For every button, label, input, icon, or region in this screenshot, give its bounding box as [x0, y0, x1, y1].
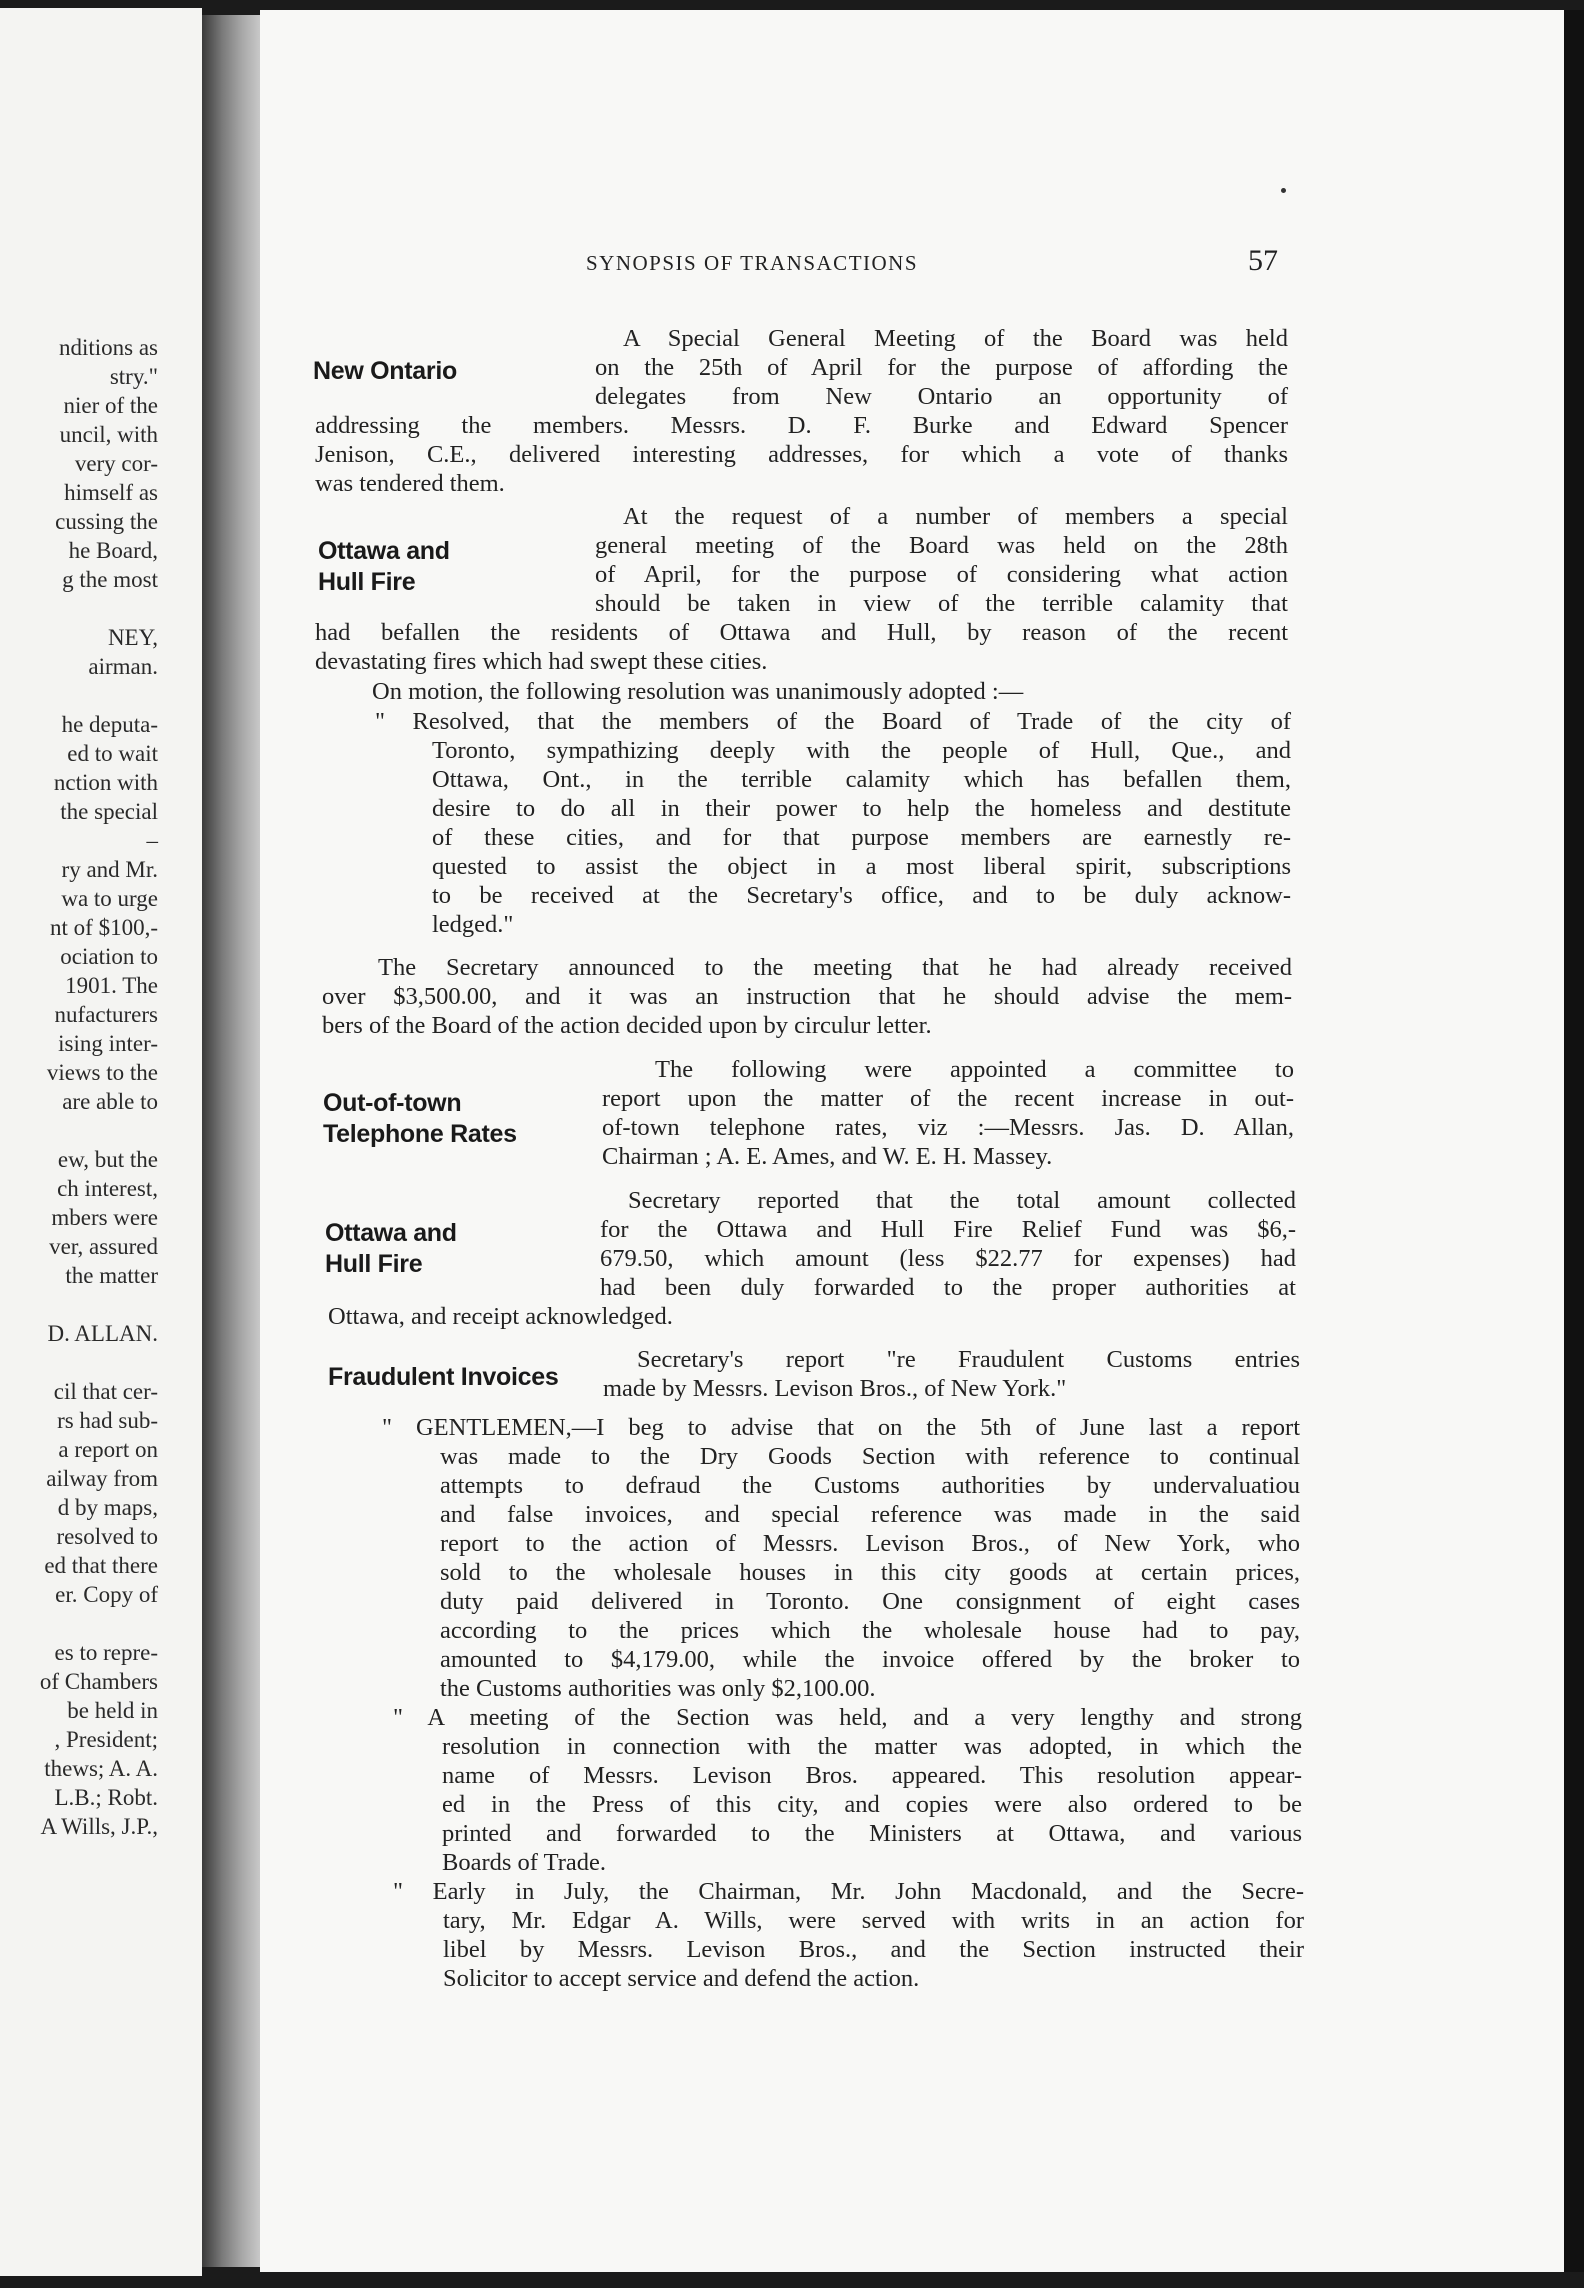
facing-page-line: of Chambers — [39, 1669, 158, 1694]
text-line: was made to the Dry Goods Section with reference to continual — [440, 1443, 1300, 1470]
facing-page-line: wa to urge — [61, 886, 158, 911]
facing-page-line: nt of $100,- — [50, 915, 158, 940]
facing-page-line: ver, assured — [49, 1234, 158, 1259]
facing-page-line: are able to — [62, 1089, 158, 1114]
facing-page-line: resolved to — [56, 1524, 158, 1549]
text-line: report to the action of Messrs. Levison Bros., of New York, who — [440, 1530, 1300, 1557]
side-heading-line: Telephone Rates — [323, 1120, 517, 1148]
facing-page-line: thews; A. A. — [44, 1756, 158, 1781]
facing-page-line: nier of the — [63, 393, 158, 418]
text-line: should be taken in view of the terrible calamity that — [595, 590, 1288, 617]
text-line: At the request of a number of members a special — [623, 503, 1288, 530]
text-line: Ottawa, Ont., in the terrible calamity which has befallen them, — [432, 766, 1291, 793]
text-line: Chairman ; A. E. Ames, and W. E. H. Massey. — [602, 1143, 1053, 1170]
facing-page-line: be held in — [67, 1698, 158, 1723]
text-line: Secretary's report "re Fraudulent Customs entries — [637, 1346, 1300, 1373]
text-line: ledged." — [432, 911, 514, 938]
facing-page-line: d by maps, — [57, 1495, 158, 1520]
facing-page-line: mbers were — [51, 1205, 158, 1230]
side-heading-ottawa-hull-fire-2 — [325, 1218, 457, 1280]
running-head: SYNOPSIS OF TRANSACTIONS — [586, 251, 919, 275]
text-line: libel by Messrs. Levison Bros., and the Section instructed their — [443, 1936, 1304, 1963]
text-line: " Early in July, the Chairman, Mr. John Macdonald, and the Secre- — [393, 1878, 1304, 1905]
facing-page-line: nditions as — [58, 335, 158, 360]
facing-page-line: very cor- — [74, 451, 158, 476]
text-line: The following were appointed a committee to — [655, 1056, 1294, 1083]
facing-page-line: nufacturers — [54, 1002, 158, 1027]
text-line: printed and forwarded to the Ministers at Ottawa, and various — [442, 1820, 1302, 1847]
text-line: of-town telephone rates, viz :—Messrs. Jas. D. Allan, — [602, 1114, 1294, 1141]
text-line: A Special General Meeting of the Board was held — [623, 325, 1288, 352]
facing-page-line: nction with — [53, 770, 158, 795]
text-line: duty paid delivered in Toronto. One consignment of eight cases — [440, 1588, 1300, 1615]
facing-page-line: himself as — [64, 480, 158, 505]
text-line: report upon the matter of the recent increase in out- — [602, 1085, 1294, 1112]
text-line: Secretary reported that the total amount collected — [628, 1187, 1296, 1214]
side-heading-telephone-rates — [323, 1088, 517, 1150]
facing-page-line: ailway from — [46, 1466, 158, 1491]
page-number: 57 — [1248, 244, 1278, 277]
facing-page-line: views to the — [46, 1060, 158, 1085]
text-line: " A meeting of the Section was held, and a very lengthy and strong — [393, 1704, 1302, 1731]
text-line: of April, for the purpose of considering what action — [595, 561, 1288, 588]
side-heading-ottawa-hull-fire-1 — [318, 536, 450, 598]
facing-page-line: L.B.; Robt. — [54, 1785, 158, 1810]
text-line: was tendered them. — [315, 470, 505, 497]
facing-page-line: rs had sub- — [57, 1408, 158, 1433]
text-line: name of Messrs. Levison Bros. appeared. This resolution appear- — [442, 1762, 1302, 1789]
text-line: Ottawa, and receipt acknowledged. — [328, 1303, 673, 1330]
text-line: resolution in connection with the matter was adopted, in which the — [442, 1733, 1302, 1760]
text-line: had been duly forwarded to the proper authorities at — [600, 1274, 1296, 1301]
facing-page-line: – — [146, 828, 158, 853]
facing-page-line: he deputa- — [61, 712, 158, 737]
text-line: ed in the Press of this city, and copies were also ordered to be — [442, 1791, 1302, 1818]
side-heading-line: Ottawa and — [318, 537, 450, 565]
facing-page-line: ew, but the — [57, 1147, 158, 1172]
side-heading-line: Hull Fire — [318, 568, 416, 596]
ink-speck — [1281, 188, 1286, 193]
text-line: delegates from New Ontario an opportunity of — [595, 383, 1288, 410]
text-line: general meeting of the Board was held on the 28th — [595, 532, 1288, 559]
side-heading-line: New Ontario — [313, 357, 457, 385]
text-line: to be received at the Secretary's office, and to be duly acknow- — [432, 882, 1291, 909]
facing-page-line: A Wills, J.P., — [40, 1814, 158, 1839]
facing-page-line: ising inter- — [58, 1031, 158, 1056]
text-line: The Secretary announced to the meeting that he had already received — [378, 954, 1292, 981]
facing-page-line: he Board, — [68, 538, 158, 563]
text-line: over $3,500.00, and it was an instruction that he should advise the mem- — [322, 983, 1292, 1010]
text-line: addressing the members. Messrs. D. F. Burke and Edward Spencer — [315, 412, 1288, 439]
text-line: the Customs authorities was only $2,100.00. — [440, 1675, 876, 1702]
facing-page-line: ed that there — [44, 1553, 158, 1578]
text-line: desire to do all in their power to help the homeless and destitute — [432, 795, 1291, 822]
side-heading-new-ontario — [313, 356, 457, 387]
text-line: bers of the Board of the action decided upon by circulur letter. — [322, 1012, 932, 1039]
text-line: Toronto, sympathizing deeply with the people of Hull, Que., and — [432, 737, 1291, 764]
text-line: quested to assist the object in a most liberal spirit, subscriptions — [432, 853, 1291, 880]
facing-page-line: , President; — [54, 1727, 158, 1752]
text-line: made by Messrs. Levison Bros., of New York." — [603, 1375, 1067, 1402]
text-line: devastating fires which had swept these cities. — [315, 648, 768, 675]
text-line: tary, Mr. Edgar A. Wills, were served with writs in an action for — [443, 1907, 1304, 1934]
text-line: according to the prices which the wholesale house had to pay, — [440, 1617, 1300, 1644]
facing-page-line: ed to wait — [67, 741, 158, 766]
facing-page-line: er. Copy of — [55, 1582, 158, 1607]
side-heading-line: Hull Fire — [325, 1250, 423, 1278]
facing-page-line: 1901. The — [65, 973, 158, 998]
text-line: had befallen the residents of Ottawa and Hull, by reason of the recent — [315, 619, 1288, 646]
page-edge — [1564, 10, 1584, 2272]
facing-page-line: a report on — [58, 1437, 158, 1462]
text-line: Solicitor to accept service and defend the action. — [443, 1965, 920, 1992]
facing-page-line: es to repre- — [54, 1640, 158, 1665]
text-line: Jenison, C.E., delivered interesting addresses, for which a vote of thanks — [315, 441, 1288, 468]
text-line: on the 25th of April for the purpose of affording the — [595, 354, 1288, 381]
text-line: amounted to $4,179.00, while the invoice offered by the broker to — [440, 1646, 1300, 1673]
text-line: 679.50, which amount (less $22.77 for expenses) had — [600, 1245, 1296, 1272]
side-heading-line: Out-of-town — [323, 1089, 462, 1117]
facing-page-line: the matter — [65, 1263, 158, 1288]
text-line: On motion, the following resolution was unanimously adopted :— — [372, 678, 1024, 705]
text-line: for the Ottawa and Hull Fire Relief Fund was $6,- — [600, 1216, 1296, 1243]
facing-page-line: cil that cer- — [53, 1379, 158, 1404]
facing-page-line: ry and Mr. — [61, 857, 158, 882]
facing-page-line: ch interest, — [57, 1176, 158, 1201]
facing-page-line: airman. — [88, 654, 158, 679]
facing-page-line: the special — [60, 799, 158, 824]
text-line: sold to the wholesale houses in this city goods at certain prices, — [440, 1559, 1300, 1586]
facing-page-line: cussing the — [55, 509, 158, 534]
text-line: " Resolved, that the members of the Board of Trade of the city of — [375, 708, 1291, 735]
text-line: Boards of Trade. — [442, 1849, 607, 1876]
facing-page-line: uncil, with — [59, 422, 158, 447]
text-line: " GENTLEMEN,—I beg to advise that on the 5th of June last a report — [382, 1414, 1300, 1441]
side-heading-line: Ottawa and — [325, 1219, 457, 1247]
facing-page-line: NEY, — [107, 625, 158, 650]
text-line: of these cities, and for that purpose members are earnestly re- — [432, 824, 1291, 851]
facing-page-line: ociation to — [60, 944, 158, 969]
side-heading-fraudulent-invoices — [328, 1362, 558, 1393]
facing-page — [0, 8, 202, 2276]
text-line: and false invoices, and special reference was made in the said — [440, 1501, 1300, 1528]
book-gutter — [202, 15, 260, 2267]
facing-page-line: stry." — [109, 364, 158, 389]
facing-page-line: D. ALLAN. — [47, 1321, 158, 1346]
text-line: attempts to defraud the Customs authorities by undervaluatiou — [440, 1472, 1300, 1499]
facing-page-line: g the most — [62, 567, 158, 592]
side-heading-line: Fraudulent Invoices — [328, 1363, 559, 1391]
